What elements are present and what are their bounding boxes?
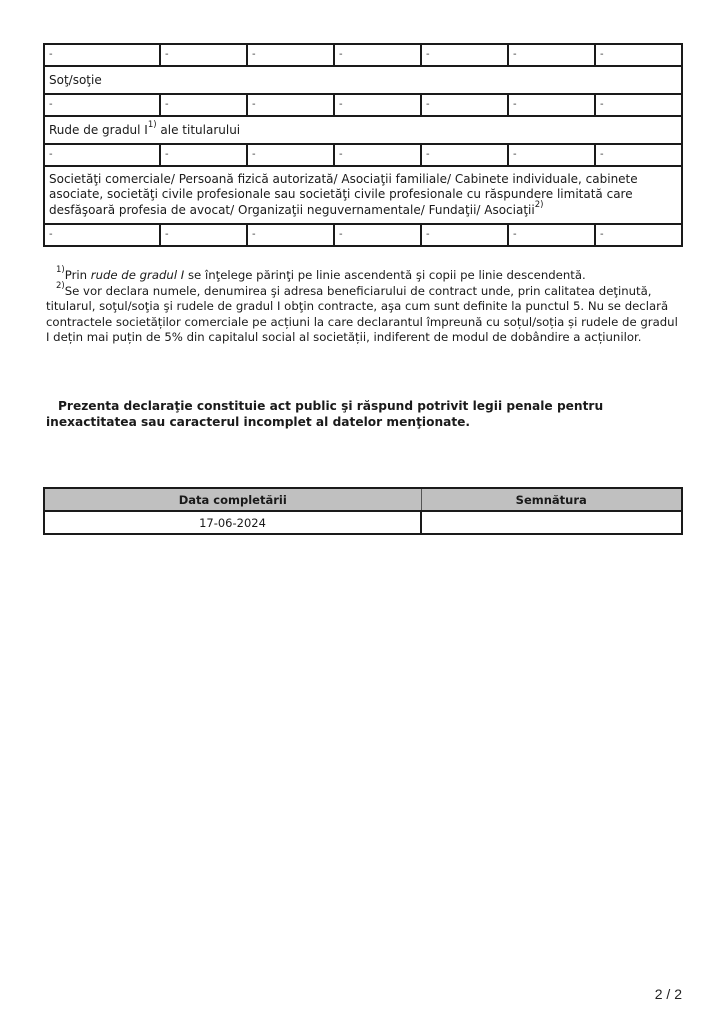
footnote-emphasis: rude de gradul I: [90, 268, 185, 282]
table-cell: -: [508, 144, 595, 166]
table-cell: -: [334, 94, 421, 116]
section-row-companies: [44, 166, 682, 224]
table-cell: -: [160, 94, 247, 116]
footnote-marker: 2): [534, 199, 544, 210]
declaration-text: Prezenta declaraţie constituie act public şi răspund potrivit legii penale pentru inexactitatea sau caracterul incomplet al datelor menţionate.: [46, 399, 604, 429]
section-label-text: Societăţi comerciale/ Persoană fizică autorizată/ Asociaţii familiale/ Cabinete individuale, cabinete asociate, societăţi civile profesionale sau societăţi civile profesionale cu răspundere limitată care desfăşoară profesia de avocat/ Organizaţii neguvernamentale/ Fundaţii/ Asociaţii: [49, 171, 638, 217]
table-cell: -: [44, 224, 160, 246]
table-cell: -: [247, 224, 334, 246]
table-cell: -: [160, 144, 247, 166]
table-cell: -: [421, 94, 508, 116]
table-cell: -: [595, 144, 682, 166]
signature-header-row: [44, 488, 682, 511]
signature-table: [43, 487, 683, 535]
footnote-marker: 1): [147, 120, 157, 130]
table-cell: -: [508, 224, 595, 246]
signature-value-row: [44, 511, 682, 534]
table-cell: -: [421, 224, 508, 246]
footnote-2: [46, 280, 680, 346]
section-label: [44, 66, 682, 94]
footnotes: [46, 265, 680, 346]
declaration-statement: [46, 398, 680, 430]
table-cell: -: [508, 44, 595, 66]
section-row-relatives: [44, 116, 682, 144]
section-row-spouse: [44, 66, 682, 94]
footnote-text: Se vor declara numele, denumirea şi adresa beneficiarului de contract unde, prin calitatea deţinută, titularul, soţul/soţia şi rudele de gradul I obţin contracte, aşa cum sunt definite la punctul 5. Nu se declară contractele societăților comerciale pe acțiuni la care declarantul împreună cu soțul/soția și rudele de gradul I dețin mai puțin de 5% din capitalul social al societății, indiferent de modul de dobândire a acțiunilor.: [46, 283, 678, 344]
table-row: [44, 144, 682, 166]
table-cell: -: [160, 224, 247, 246]
completion-date: 17-06-2024: [44, 511, 421, 534]
section-label: [44, 116, 682, 144]
table-cell: -: [508, 94, 595, 116]
table-cell: -: [595, 94, 682, 116]
section-label-suffix: ale titularului: [156, 123, 241, 137]
table-cell: -: [247, 44, 334, 66]
footnote-marker: 2): [56, 280, 65, 291]
table-cell: -: [44, 44, 160, 66]
section-label-text: Rude de gradul I: [49, 123, 148, 137]
footnote-text: se înţelege părinţi pe linie ascendentă şi copii pe linie descendentă.: [184, 268, 586, 282]
table-cell: -: [334, 44, 421, 66]
section-label-text: Soţ/soţie: [49, 73, 102, 87]
date-header: Data completării: [44, 488, 421, 511]
signature-field: [421, 511, 682, 534]
contracts-table: [43, 43, 683, 247]
table-row: [44, 224, 682, 246]
table-cell: -: [247, 144, 334, 166]
table-row: [44, 44, 682, 66]
table-cell: -: [160, 44, 247, 66]
table-cell: -: [247, 94, 334, 116]
table-cell: -: [334, 144, 421, 166]
table-cell: -: [595, 44, 682, 66]
footnote-marker: 1): [56, 265, 65, 276]
table-cell: -: [595, 224, 682, 246]
table-cell: -: [44, 94, 160, 116]
table-cell: -: [44, 144, 160, 166]
signature-header: Semnătura: [421, 488, 682, 511]
table-row: [44, 94, 682, 116]
section-label: [44, 166, 682, 224]
table-cell: -: [421, 144, 508, 166]
footnote-text: Prin: [64, 268, 91, 282]
footnote-1: [46, 265, 680, 284]
table-cell: -: [421, 44, 508, 66]
table-cell: -: [334, 224, 421, 246]
page-number: 2 / 2: [654, 986, 682, 1002]
